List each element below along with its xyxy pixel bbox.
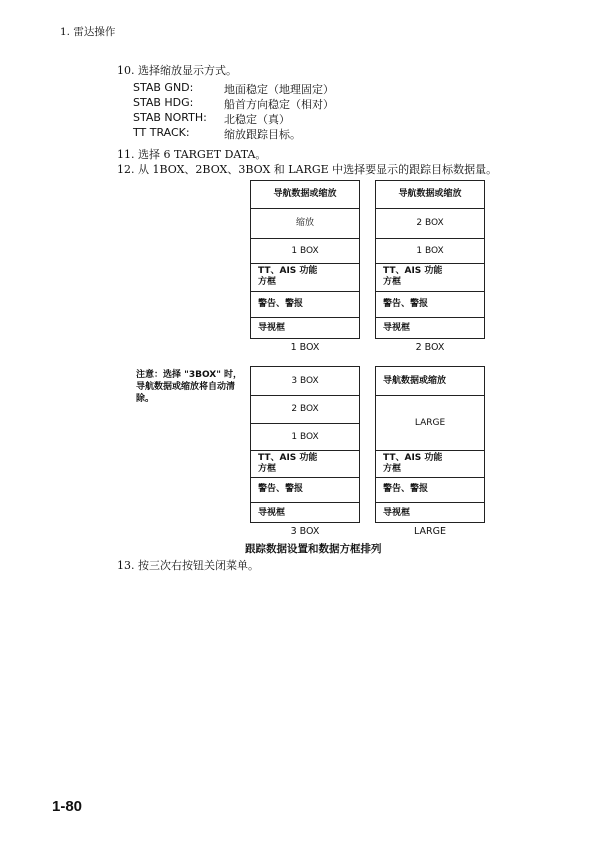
- layout-1box-cell-alarm: 警告、警报: [251, 291, 359, 317]
- option-desc-stab-hdg: 船首方向稳定（相对）: [224, 98, 334, 111]
- layout-large-frame: [375, 366, 485, 523]
- layout-2box-cell-alarm: 警告、警报: [376, 291, 484, 317]
- step-11: 11. 选择 6 TARGET DATA。: [117, 148, 267, 161]
- layout-large-cell-nav: 导航数据或缩放: [383, 376, 447, 386]
- page-number: 1-80: [52, 798, 83, 815]
- layout-large-cell-guide: 导视框: [376, 502, 484, 524]
- layout-1box-cell-guide: 导视框: [251, 317, 359, 340]
- layout-3box-cell-alarm: 警告、警报: [251, 477, 359, 502]
- layout-1box-frame: [250, 180, 360, 339]
- layout-2box-cell-1box: 1 BOX: [376, 238, 484, 263]
- layout-large-cell-alarm: 警告、警报: [376, 477, 484, 502]
- layout-2box-cell-nav: 导航数据或缩放: [398, 189, 462, 199]
- layout-large-cell-tt-ais: TT、AIS 功能 方框: [376, 450, 484, 477]
- option-desc-stab-north: 北稳定（真）: [224, 113, 290, 126]
- layout-2box-cell-2box: 2 BOX: [376, 208, 484, 238]
- layout-2box-caption: 2 BOX: [415, 342, 445, 353]
- layout-3box-cell-guide: 导视框: [251, 502, 359, 524]
- layout-large-cell-large: LARGE: [376, 395, 484, 450]
- layout-3box-frame: [250, 366, 360, 523]
- layout-1box-cell-zoom: 缩放: [251, 208, 359, 238]
- option-key-stab-hdg: STAB HDG:: [133, 96, 194, 109]
- layout-1box-cell-tt-ais: TT、AIS 功能 方框: [251, 263, 359, 291]
- step-13: 13. 按三次右按钮关闭菜单。: [117, 559, 259, 572]
- figure-caption: 跟踪数据设置和数据方框排列: [245, 543, 382, 555]
- option-key-tt-track: TT TRACK:: [133, 126, 190, 139]
- option-key-stab-gnd: STAB GND:: [133, 81, 194, 94]
- option-key-stab-north: STAB NORTH:: [133, 111, 207, 124]
- option-desc-tt-track: 缩放跟踪目标。: [224, 128, 301, 141]
- layout-2box-frame: [375, 180, 485, 339]
- layout-3box-cell-3box: 3 BOX: [291, 375, 319, 386]
- layout-2box-cell-guide: 导视框: [376, 317, 484, 340]
- note-text: 注意：选择 "3BOX" 时，导航数据或缩放将自动清除。: [136, 370, 243, 404]
- option-desc-stab-gnd: 地面稳定（地理固定）: [224, 83, 334, 96]
- layout-1box-cell-1box: 1 BOX: [251, 238, 359, 263]
- layout-3box-cell-2box: 2 BOX: [251, 395, 359, 423]
- layout-3box-cell-tt-ais: TT、AIS 功能 方框: [251, 450, 359, 477]
- step-10: 10. 选择缩放显示方式。: [117, 64, 237, 77]
- layout-3box-cell-1box: 1 BOX: [251, 423, 359, 450]
- layout-3box-caption: 3 BOX: [290, 526, 320, 537]
- layout-large-caption: LARGE: [414, 526, 446, 537]
- chapter-header: 1. 雷达操作: [60, 26, 116, 38]
- layout-2box-cell-tt-ais: TT、AIS 功能 方框: [376, 263, 484, 291]
- layout-1box-caption: 1 BOX: [290, 342, 320, 353]
- layout-1box-cell-nav: 导航数据或缩放: [273, 189, 337, 199]
- step-12: 12. 从 1BOX、2BOX、3BOX 和 LARGE 中选择要显示的跟踪目标数据量。: [117, 163, 498, 176]
